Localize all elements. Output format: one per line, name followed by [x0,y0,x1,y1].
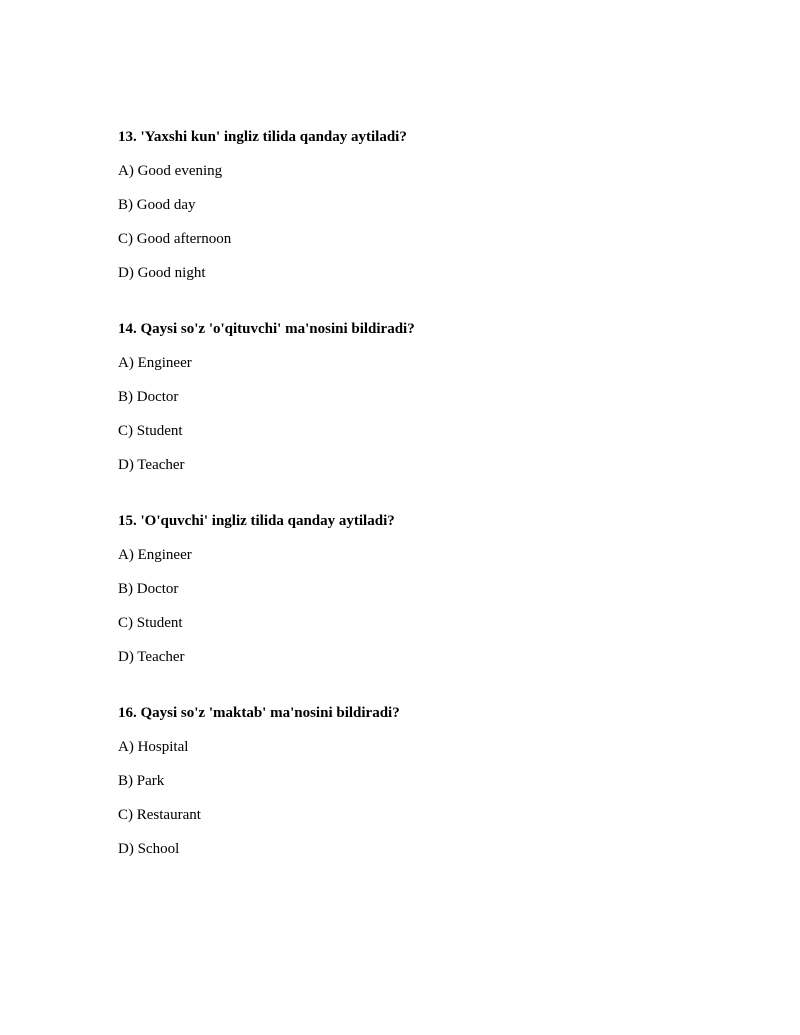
option-b: B) Good day [118,197,196,213]
question-title: 14. Qaysi so'z 'o'qituvchi' ma'nosini bildiradi? [118,321,415,337]
option-c: C) Student [118,423,183,439]
option-a: A) Engineer [118,355,192,371]
question-16 [118,701,718,861]
option-c: C) Restaurant [118,807,201,823]
question-13 [118,125,718,285]
question-15 [118,509,718,669]
option-b: B) Doctor [118,389,179,405]
option-d: D) Teacher [118,457,185,473]
option-d: D) Teacher [118,649,185,665]
option-c: C) Student [118,615,183,631]
option-d: D) School [118,841,180,857]
question-title: 16. Qaysi so'z 'maktab' ma'nosini bildiradi? [118,705,400,721]
document-page [118,125,718,861]
option-c: C) Good afternoon [118,231,232,247]
option-b: B) Park [118,773,165,789]
option-b: B) Doctor [118,581,179,597]
option-a: A) Good evening [118,163,223,179]
question-title: 13. 'Yaxshi kun' ingliz tilida qanday aytiladi? [118,129,407,145]
option-a: A) Hospital [118,739,189,755]
question-14 [118,317,718,477]
option-a: A) Engineer [118,547,192,563]
question-title: 15. 'O'quvchi' ingliz tilida qanday aytiladi? [118,513,395,529]
option-d: D) Good night [118,265,206,281]
